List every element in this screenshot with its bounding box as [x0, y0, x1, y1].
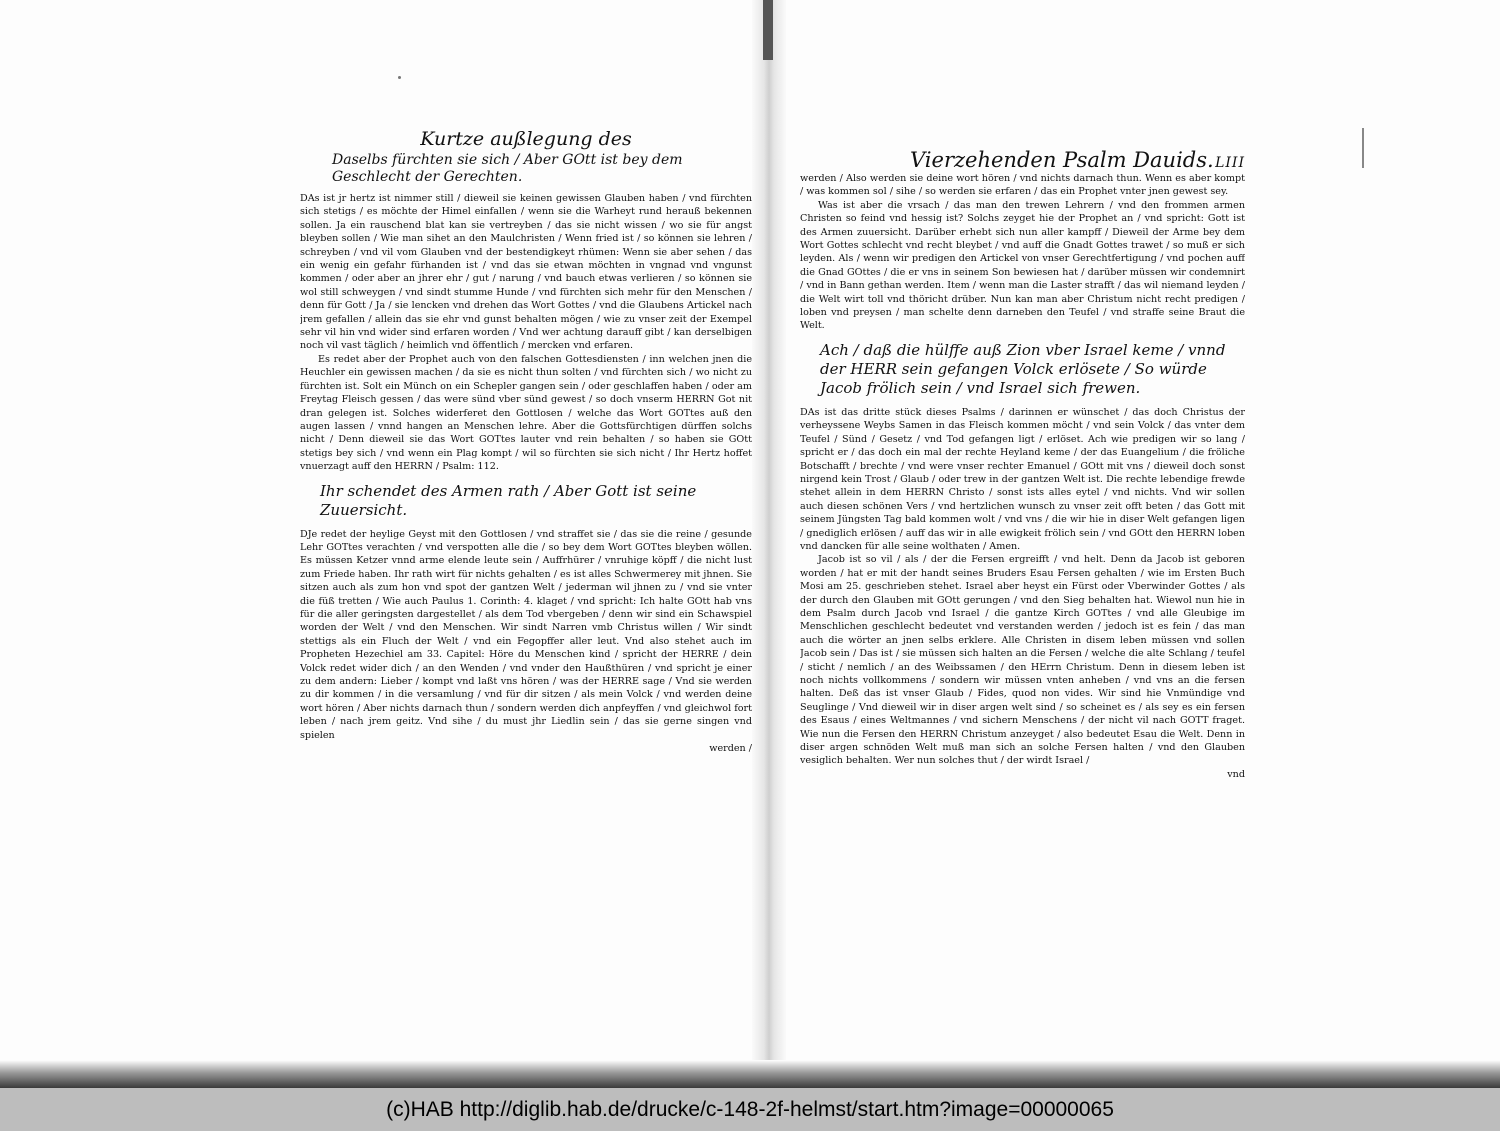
right-paragraph-3: DAs ist das dritte stück dieses Psalms / darinnen er wünschet / das doch Christus der verheyssene Weybs Samen in das Fleisch kommen möcht / vnd sein Volck / das vnter dem Teufel / Sünd / Gesetz / vnd Tod gefangen ligt / erlöset. Ach wie predigen wir so lang / spricht er / das doch ein mal der rechte Heyland keme / der das Euangelium / die fröliche Botschafft / brechte / vnd were vnser rechter Emanuel / GOtt mit vns / dieweil doch sonst nirgend kein Trost / Glaub / oder trew in der gantzen Welt ist. Die rechte lebendige frewde stehet allein in dem HERRN Christo / sonst ists alles eytel / vnd nichts. Vnd wir sollen auch diesen schönen Vers / vnd hertzlichen wunsch zu vnser zeit offt beten / das Gott mit seinem Jüngsten Tag bald kommen wolt / vnd vns / die wir hie in diser Welt gefangen ligen / gnediglich erlösen / auff das wir in alle ewigkeit frölich sein / vnd GOtt den HERRN loben vnd dancken für alle seine wolthaten / Amen. [800, 406, 1245, 552]
right-paragraph-4: Jacob ist so vil / als / der die Fersen ergreifft / vnd helt. Denn da Jacob ist geboren worden / hat er mit der handt seines Bruders Esau Fersen gehalten / wie im Ersten Buch Mosi am 25. geschrieben stehet. Israel aber heyst ein Fürst oder Vberwinder Gottes / als der durch den Glauben mit GOtt gerungen / vnd den Sieg behalten hat. Wiewol nun hie in dem Psalm durch Jacob vnd Israel / die gantze Kirch GOTtes / vnd alle Gleubige im Menschlichen geschlecht bedeutet vnd verstanden werden / jedoch ist es fein / das man auch die wörter an jnen selbs erklere. Alle Christen in disem leben müssen vnd sollen Jacob sein / Das ist / sie müssen sich halten an die Fersen / welche die alte Schlang / teufel / sticht / nemlich / an des Weibssamen / den HErrn Christum. Denn in diesem leben ist noch nichts vollkommens / sondern wir müssen vnten anheben / vnd vns an die fersen halten. Deß das ist vnser Glaub / Fides, quod non vides. Wir sind hie Vnmündige vnd Seuglinge / Vnd dieweil wir in diser argen welt sind / so scheinet es / als sey es ein fersen des Esaus / eines Weltmannes / vnd sichern Menschens / der nicht vil nach GOTT fraget. Wie nun die Fersen den HERRN Christum anzeyget / also bedeutet Esau die Welt. Denn in diser argen schnöden Welt muß man sich an solche Fersen halten / vnd den Glauben vesiglich behalten. Wer nun solches thut / der wirdt Israel / [800, 554, 1245, 767]
right-header [800, 148, 1245, 172]
right-catchword: vnd [1227, 768, 1245, 780]
left-catchword: werden / [709, 743, 752, 755]
left-running-head: Kurtze außlegung des [420, 128, 632, 150]
left-page [300, 128, 752, 898]
folio-number: LIII [1215, 155, 1245, 171]
footer-bar [0, 1088, 1500, 1131]
page-bottom-edge [0, 1060, 1500, 1088]
right-verse-heading: Ach / daß die hülffe auß Zion vber Israel keme / vnnd der HERR sein gefangen Volck erlösete / So würde Jacob frölich sein / vnd Israel sich frewen. [820, 340, 1226, 397]
left-paragraph-3: DJe redet der heylige Geyst mit den Gottlosen / vnd straffet sie / das sie die reine / gesunde Lehr GOTtes verachten / vnd verspotten alle die / so bey dem Wort GOTtes bleyben wöllen. Es müssen Ketzer vnnd arme elende leute sein / Auffrhürer / vnruhige köpff / die nicht lust zum Friede haben. Ihr rath wirt für nichts gehalten / es ist alles Schwermerey mit jhnen. Sie sitzen auch als zum hon vnd spot der gantzen Welt / jederman wil jhnen zu / vnd sie vnter die füß tretten / Wie auch Paulus 1. Corinth: 4. klaget / vnd spricht: Ich halte GOtt hab vns für die aller geringsten dargestellet / als dem Tod vbergeben / denn wir sind ein Schawspiel worden der Welt / vnd den Menschen. Wir sindt Narren vmb Christus willen / Wir sindt stettigs als ein Fluch der Welt / vnd ein Fegopffer aller leut. Vnd also stehet auch im Propheten Hezechiel am 33. Capitel: Höre du Menschen kind / spricht der HERRE / dein Volck redet wider dich / an den Wenden / vnd vnder den Haußthüren / vnd spricht je einer zu dem andern: Lieber / kompt vnd laßt vns hören / was der HERRE sage / Vnd sie werden zu dir kommen / in die versamlung / vnd für dir sitzen / als mein Volck / vnd werden deine wort hören / Aber nichts darnach thun / sondern werden dich anpfeyffen / vnd gleichwol fort leben / nach jrem geitz. Vnd sihe / du must jhr Liedlin sein / das sie gerne singen vnd spielen [300, 528, 752, 741]
left-verse-heading-2: Ihr schendet des Armen rath / Aber Gott ist seine Zuuersicht. [320, 481, 697, 519]
footer-credit: (c)HAB http://diglib.hab.de/drucke/c-148-2f-helmst/start.htm?image=00000065 [386, 1097, 1114, 1121]
book-gutter [752, 0, 786, 1088]
right-paragraph-2: Was ist aber die vrsach / das man den trewen Lehrern / vnd den frommen armen Christen so feind vnd hessig ist? Solchs zeyget hie der Prophet an / vnd spricht: Gott ist des Armen zuuersicht. Darüber erhebt sich nun aller kampff / Dieweil der Arme bey dem Wort Gottes schlecht vnd recht bleybet / vnd auff die Gnadt Gottes trawet / so muß er sich leyden. Als / wenn wir predigen den Artickel von vnser Gerechtfertigung / vnd pochen auff die Gnad GOttes / die er vns in seinem Son bewiesen hat / darüber müssen wir condemnirt / vnd in Bann gethan werden. Item / wenn man die Laster strafft / das wil niemand leyden / die Welt wirt toll vnd thöricht drüber. Nun kan man aber Christum nicht recht predigen / loben vnd preysen / man schelte denn darneben den Teufel / vnd straffe seine Braut die Welt. [800, 199, 1245, 332]
right-running-head: Vierzehenden Psalm Dauids. [910, 148, 1214, 172]
speck [398, 76, 401, 79]
left-verse-heading-1: Daselbs fürchten sie sich / Aber GOtt ist bey dem Geschlecht der Gerechten. [332, 152, 683, 185]
right-page [800, 148, 1245, 908]
left-paragraph-1: DAs ist jr hertz ist nimmer still / dieweil sie keinen gewissen Glauben haben / vnd fürchten sich stetigs / es möchte der Himel einfallen / wenn sie die Warheyt rund herauß bekennen sollen. Ja ein rauschend blat kan sie vertreyben / das sie nicht wissen / wo sie für angst bleyben sollen / Wie man sihet an den Maulchristen / Wenn fried ist / so können sie lehren / schreyben / vnd vil vom Glauben vnd der bestendigkeyt rhümen: Wenn sie aber sehen / das ein wenig ein gefahr fürhanden ist / vnd das sie etwan möchten in vngnad vnd vngunst kommen / oder aber an jhrer ehr / gut / narung / vnd bauch etwas verlieren / so können sie wol still schweygen / vnd sindt stumme Hunde / vnd fürchten sich mehr für den Menschen / denn für Gott / Ja / sie lencken vnd drehen das Wort Gottes / vnd die Glaubens Artickel nach jrem gefallen / allein das sie ehr vnd gunst behalten mögen / wie zu vnser zeit der Exempel sehr vil hin vnd wider sind erfaren worden / Vnd wer achtung darauff gibt / kan derselbigen noch vil vast täglich / heimlich vnd öffentlich / mercken vnd erfaren. [300, 193, 752, 352]
margin-mark [1362, 128, 1364, 168]
left-paragraph-2: Es redet aber der Prophet auch von den falschen Gottesdiensten / inn welchen jnen die Heuchler ein gewissen machen / da sie es nicht thun solten / vnd fürchten sich / wo nicht zu fürchten ist. Solt ein Münch on ein Schepler gangen sein / oder geschlaffen haben / oder am Freytag Fleisch gessen / das were sünd vber sünd gewest / so doch vnserm HERRN Got nit dran gelegen ist. Solches widerferet den Gottlosen / welche das Wort GOTtes auß den augen lassen / vnnd hangen an Menschen lehre. Aber die Gottsfürchtigen dürffen solchs nicht / Denn dieweil sie das Wort GOTtes lauter vnd rein behalten / so haben sie GOtt stetigs bey sich / vnd wenn ein Plag kompt / wil so fürchten sie sich nicht / Ihr Hertz hoffet vnuerzagt auff den HERRN / Psalm: 112. [300, 353, 752, 473]
right-paragraph-1: werden / Also werden sie deine wort hören / vnd nichts darnach thun. Wenn es aber kompt / was kommen sol / sihe / so werden sie erfaren / das ein Prophet vnter jnen gewest sey. [800, 173, 1245, 198]
gutter-shadow [763, 0, 773, 60]
